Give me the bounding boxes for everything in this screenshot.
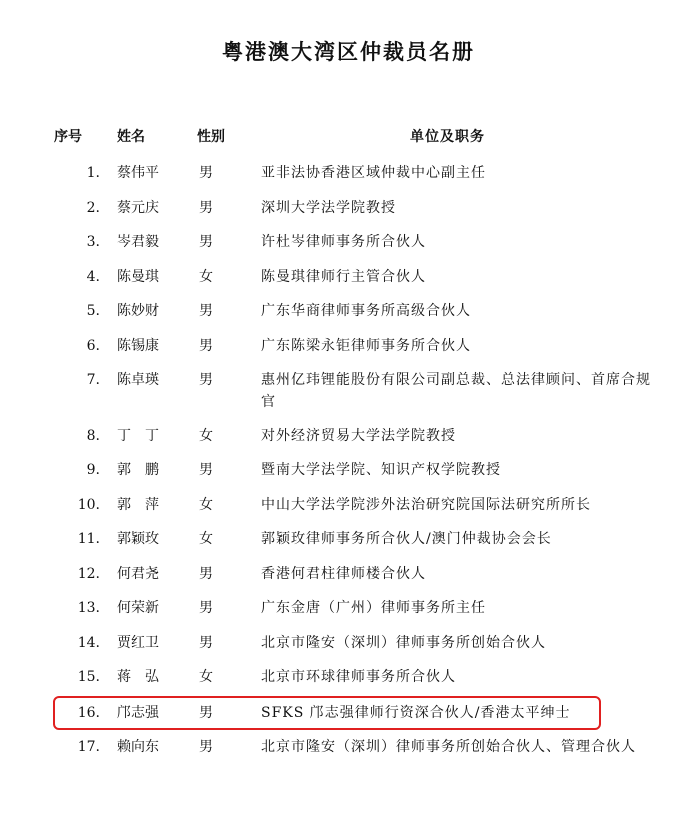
row-sex: 女: [199, 669, 213, 685]
row-sex: 男: [199, 234, 213, 250]
row-name: 邝志强: [117, 705, 159, 721]
row-no: 6.: [86, 338, 100, 354]
row-name: 丁 丁: [117, 428, 159, 444]
row-unit: 北京市隆安（深圳）律师事务所创始合伙人、管理合伙人: [261, 739, 636, 755]
row-unit: 对外经济贸易大学法学院教授: [261, 428, 456, 444]
row-unit: 郭颖玫律师事务所合伙人/澳门仲裁协会会长: [261, 531, 552, 547]
row-name: 蔡伟平: [117, 165, 159, 181]
row-no: 13.: [77, 600, 100, 616]
row-unit: 广东华商律师事务所高级合伙人: [261, 303, 471, 319]
row-name: 陈卓瑛: [117, 372, 159, 388]
row-unit: 中山大学法学院涉外法治研究院国际法研究所所长: [261, 497, 591, 513]
row-no: 4.: [86, 269, 100, 285]
row-no: 15.: [77, 669, 100, 685]
row-name: 陈曼琪: [117, 269, 159, 285]
row-no: 16.: [77, 705, 100, 721]
row-sex: 男: [199, 338, 213, 354]
row-unit: 广东陈梁永钜律师事务所合伙人: [261, 338, 471, 354]
row-sex: 女: [199, 269, 213, 285]
row-name: 郭 萍: [117, 497, 159, 513]
row-sex: 女: [199, 531, 213, 547]
row-unit: 广东金唐（广州）律师事务所主任: [261, 600, 486, 616]
row-sex: 女: [199, 497, 213, 513]
header-name: 姓名: [117, 129, 145, 145]
row-unit: 暨南大学法学院、知识产权学院教授: [261, 462, 501, 478]
row-name: 郭 鹏: [117, 462, 159, 478]
row-name: 贾红卫: [117, 635, 159, 651]
row-no: 17.: [77, 739, 100, 755]
row-sex: 男: [199, 705, 213, 721]
row-unit: 惠州亿玮锂能股份有限公司副总裁、总法律顾问、首席合规官: [261, 372, 651, 410]
row-name: 何君尧: [117, 566, 159, 582]
row-unit: 亚非法协香港区域仲裁中心副主任: [261, 165, 486, 181]
row-name: 赖向东: [117, 739, 159, 755]
row-unit: 北京市隆安（深圳）律师事务所创始合伙人: [261, 635, 546, 651]
row-unit: 香港何君柱律师楼合伙人: [261, 566, 426, 582]
row-sex: 男: [199, 372, 213, 388]
row-no: 1.: [86, 165, 100, 181]
row-unit: 深圳大学法学院教授: [261, 200, 396, 216]
row-no: 2.: [86, 200, 100, 216]
row-unit: 陈曼琪律师行主管合伙人: [261, 269, 426, 285]
row-no: 5.: [86, 303, 100, 319]
page-title: 粤港澳大湾区仲裁员名册: [222, 40, 475, 64]
row-no: 10.: [77, 497, 100, 513]
row-name: 陈妙财: [117, 303, 159, 319]
header-no: 序号: [54, 129, 82, 145]
row-name: 郭颖玫: [117, 531, 159, 547]
row-sex: 男: [199, 200, 213, 216]
row-sex: 女: [199, 428, 213, 444]
row-sex: 男: [199, 462, 213, 478]
row-no: 3.: [86, 234, 100, 250]
row-name: 岑君毅: [117, 234, 159, 250]
row-no: 11.: [77, 531, 100, 547]
row-no: 14.: [77, 635, 100, 651]
row-no: 9.: [86, 462, 100, 478]
header-unit: 单位及职务: [410, 129, 485, 145]
row-sex: 男: [199, 165, 213, 181]
row-unit: SFKS 邝志强律师行资深合伙人/香港太平绅士: [261, 705, 571, 721]
row-name: 何荣新: [117, 600, 159, 616]
row-sex: 男: [199, 566, 213, 582]
row-sex: 男: [199, 600, 213, 616]
row-name: 陈锡康: [117, 338, 159, 354]
row-sex: 男: [199, 635, 213, 651]
row-sex: 男: [199, 739, 213, 755]
row-sex: 男: [199, 303, 213, 319]
row-name: 蔡元庆: [117, 200, 159, 216]
row-no: 8.: [86, 428, 100, 444]
row-no: 12.: [77, 566, 100, 582]
row-no: 7.: [86, 372, 100, 388]
row-unit: 北京市环球律师事务所合伙人: [261, 669, 456, 685]
header-sex: 性别: [197, 129, 225, 145]
row-name: 蒋 弘: [117, 669, 159, 685]
row-unit: 许杜岑律师事务所合伙人: [261, 234, 426, 250]
